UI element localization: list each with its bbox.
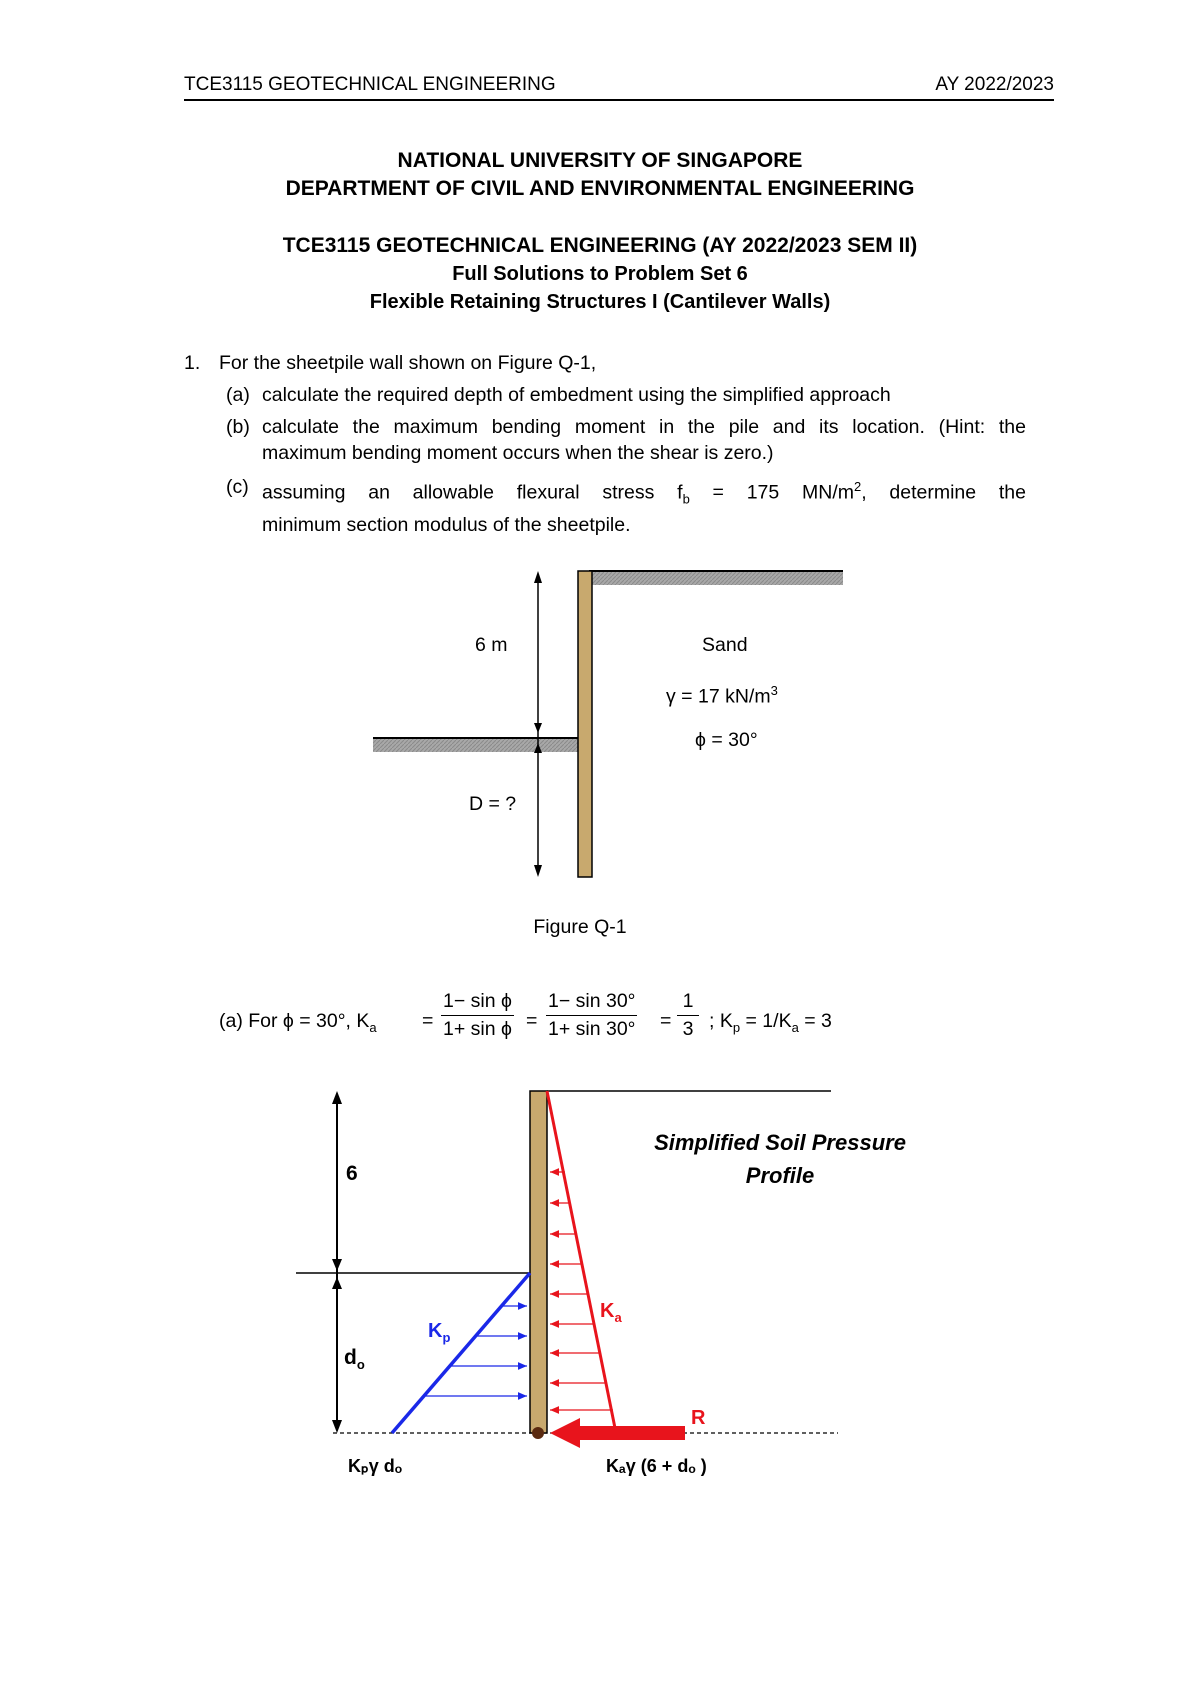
formula-eq2: =	[526, 1010, 538, 1032]
formula-eq3: =	[660, 1010, 672, 1032]
part-a-text: calculate the required depth of embedment using the simplified approach	[262, 384, 891, 406]
pivot-point	[532, 1427, 544, 1439]
dim-arrow-mid-down	[332, 1277, 342, 1289]
pressure-profile-title: Simplified Soil Pressure Profile	[654, 1130, 906, 1188]
passive-base-pressure-label: Kₚγ dₒ	[348, 1456, 403, 1476]
friction-angle-label: ϕ = 30°	[695, 729, 758, 751]
part-a-label: (a)	[226, 384, 250, 406]
part-c-text-line2: minimum section modulus of the sheetpile.	[262, 514, 631, 537]
active-coefficient-label: $K_a$	[600, 1300, 622, 1325]
passive-coefficient-label: $K_p$	[428, 1320, 451, 1345]
topic-title: Flexible Retaining Structures I (Cantilever Walls)	[369, 291, 831, 313]
formula-fraction-3: $\frac{1}{3}$	[677, 990, 699, 1041]
header-year: AY 2022/2023	[935, 74, 1054, 95]
active-pressure-line	[547, 1091, 616, 1433]
formula-fraction-1: $\frac{\text{1− sin ϕ}}{\text{1+ sin ϕ}}$	[443, 990, 512, 1040]
resultant-label: R	[691, 1407, 706, 1429]
formula-lead: (a) For ϕ = 30°, $K_a$	[219, 1010, 377, 1035]
passive-pressure-line	[392, 1273, 530, 1433]
header-course: TCE3115 GEOTECHNICAL ENGINEERING	[184, 74, 556, 95]
part-b-text-line2: maximum bending moment occurs when the shear is zero.)	[262, 442, 774, 464]
unit-weight-label: γ = 17 $kN/m^3$	[666, 683, 778, 708]
pressure-depth-label: $d_o$	[344, 1346, 365, 1373]
figure-caption: Figure Q-1	[533, 916, 627, 938]
resultant-arrow-head	[550, 1418, 580, 1448]
pressure-height-label: 6	[346, 1162, 358, 1185]
part-c-text-line1: assuming an allowable flexural stress $f_b = 175$ $MN/m^2$, determine the	[262, 479, 1026, 507]
dim-arrow-top	[332, 1091, 342, 1104]
fig-embed-label: D = ?	[469, 793, 517, 815]
part-b-text-line1: calculate the maximum bending moment in the pile and its location. (Hint: the	[262, 416, 1026, 438]
question-number: 1.	[184, 352, 201, 374]
university-title: NATIONAL UNIVERSITY OF SINGAPORE	[397, 149, 803, 172]
fig-height-label: 6 m	[475, 634, 508, 656]
resultant-arrow-shaft	[578, 1426, 685, 1440]
formula-fraction-2: $\frac{1- \sin 30^\circ}{1+ \sin 30^\circ}$	[548, 990, 636, 1040]
formula-eq1: =	[422, 1010, 434, 1032]
dim-arrow-mid-up	[332, 1259, 342, 1271]
part-b-label: (b)	[226, 416, 250, 438]
department-title: DEPARTMENT OF CIVIL AND ENVIRONMENTAL ENGINEERING	[285, 177, 915, 200]
dim-arrow-bottom	[332, 1420, 342, 1433]
active-base-pressure-label: Kₐγ (6 + dₒ )	[606, 1456, 707, 1476]
part-c-label: (c)	[226, 476, 249, 498]
soil-label: Sand	[702, 634, 748, 656]
question-text: For the sheetpile wall shown on Figure Q-1,	[219, 352, 597, 374]
course-title: TCE3115 GEOTECHNICAL ENGINEERING (AY 2022/2023 SEM II)	[282, 234, 918, 257]
solutions-title: Full Solutions to Problem Set 6	[452, 263, 748, 285]
pressure-sheetpile	[530, 1091, 547, 1433]
formula-kp: ; $K_p = 1/K_a = 3$	[709, 1010, 832, 1035]
